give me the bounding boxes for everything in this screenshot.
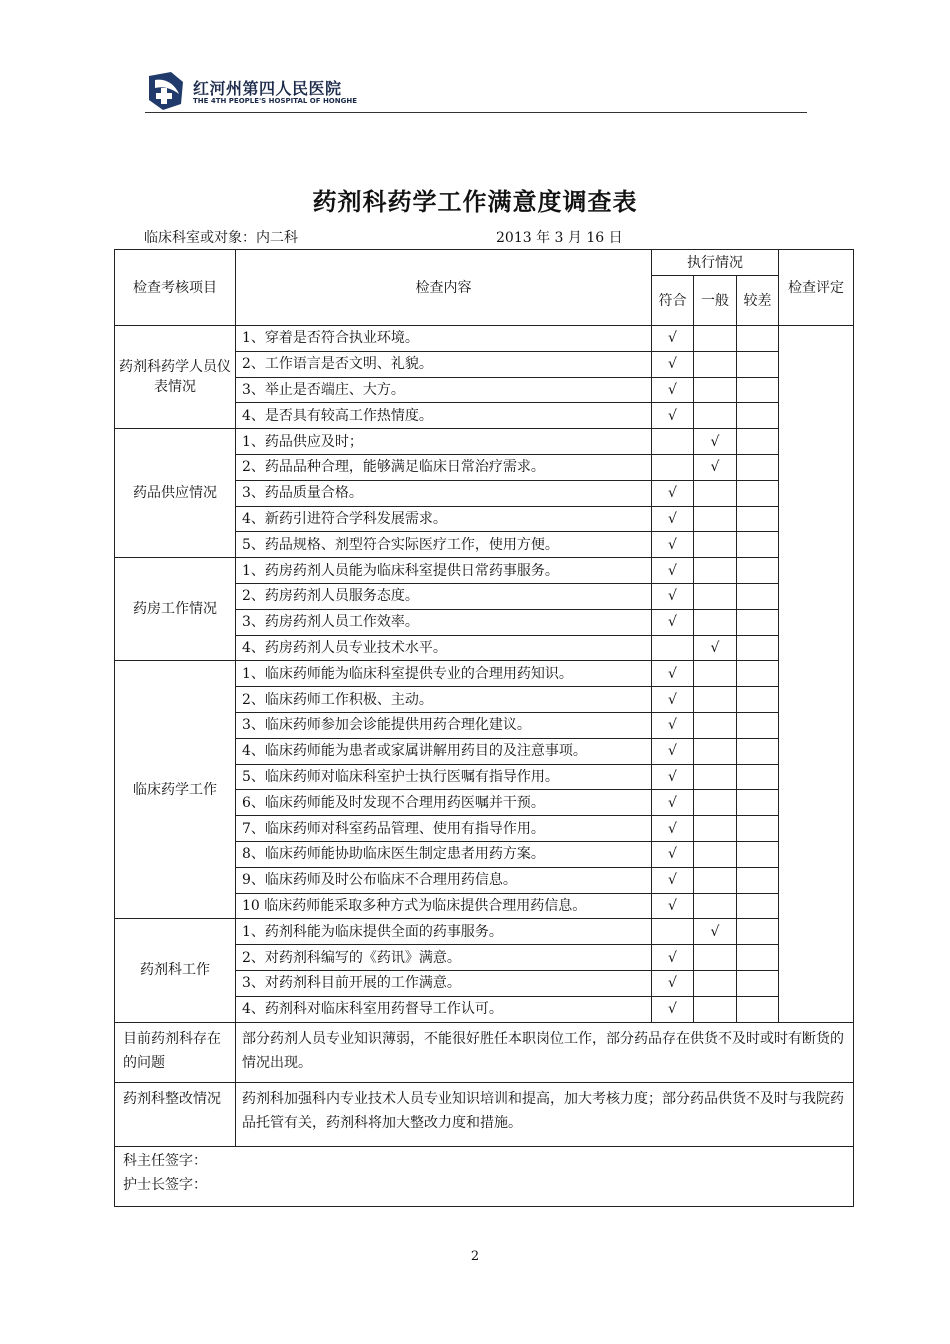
conform-cell: √ <box>652 326 694 352</box>
normal-cell <box>694 893 737 919</box>
poor-cell <box>737 687 779 713</box>
check-content-cell: 4、药房药剂人员专业技术水平。 <box>236 635 652 661</box>
check-content-cell: 2、药房药剂人员服务态度。 <box>236 583 652 609</box>
problems-text: 部分药剂人员专业知识薄弱，不能很好胜任本职岗位工作，部分药品存在供货不及时或时有断货的情况出现。 <box>236 1022 854 1082</box>
normal-cell <box>694 712 737 738</box>
normal-cell: √ <box>694 635 737 661</box>
poor-cell <box>737 609 779 635</box>
normal-cell <box>694 351 737 377</box>
header-execution: 执行情况 <box>652 250 779 276</box>
conform-cell: √ <box>652 790 694 816</box>
poor-cell <box>737 661 779 687</box>
normal-cell: √ <box>694 429 737 455</box>
normal-cell: √ <box>694 919 737 945</box>
conform-cell: √ <box>652 816 694 842</box>
normal-cell <box>694 506 737 532</box>
poor-cell <box>737 996 779 1022</box>
poor-cell <box>737 454 779 480</box>
document-header <box>145 70 807 114</box>
conform-cell: √ <box>652 841 694 867</box>
check-content-cell: 1、药剂科能为临床提供全面的药事服务。 <box>236 919 652 945</box>
check-content-cell: 4、是否具有较高工作热情度。 <box>236 403 652 429</box>
document-title: 药剂科药学工作满意度调查表 <box>312 187 638 216</box>
poor-cell <box>737 712 779 738</box>
poor-cell <box>737 970 779 996</box>
page-number: 2 <box>470 1249 480 1264</box>
conform-cell: √ <box>652 377 694 403</box>
table-row <box>115 558 854 584</box>
conform-cell: √ <box>652 532 694 558</box>
normal-cell <box>694 996 737 1022</box>
poor-cell <box>737 558 779 584</box>
poor-cell <box>737 429 779 455</box>
check-content-cell: 1、药房药剂人员能为临床科室提供日常药事服务。 <box>236 558 652 584</box>
check-content-cell: 2、对药剂科编写的《药讯》满意。 <box>236 945 652 971</box>
normal-cell <box>694 970 737 996</box>
normal-cell <box>694 583 737 609</box>
rectification-text: 药剂科加强科内专业技术人员专业知识培训和提高，加大考核力度；部分药品供货不及时与我院药品托管有关，药剂科将加大整改力度和措施。 <box>236 1082 854 1146</box>
check-content-cell: 3、药房药剂人员工作效率。 <box>236 609 652 635</box>
conform-cell: √ <box>652 558 694 584</box>
poor-cell <box>737 790 779 816</box>
poor-cell <box>737 867 779 893</box>
conform-cell: √ <box>652 893 694 919</box>
signature-cell <box>115 1146 854 1206</box>
check-content-cell: 5、临床药师对临床科室护士执行医嘱有指导作用。 <box>236 764 652 790</box>
poor-cell <box>737 377 779 403</box>
normal-cell: √ <box>694 454 737 480</box>
conform-cell: √ <box>652 403 694 429</box>
category-cell: 药房工作情况 <box>115 558 236 661</box>
poor-cell <box>737 919 779 945</box>
category-cell: 临床药学工作 <box>115 661 236 919</box>
poor-cell <box>737 351 779 377</box>
check-content-cell: 2、临床药师工作积极、主动。 <box>236 687 652 713</box>
normal-cell <box>694 945 737 971</box>
conform-cell <box>652 919 694 945</box>
conform-cell: √ <box>652 661 694 687</box>
hospital-name-en: THE 4TH PEOPLE'S HOSPITAL OF HONGHE <box>193 97 358 105</box>
normal-cell <box>694 480 737 506</box>
normal-cell <box>694 558 737 584</box>
poor-cell <box>737 480 779 506</box>
conform-cell: √ <box>652 687 694 713</box>
normal-cell <box>694 867 737 893</box>
header-check-content: 检查内容 <box>236 250 652 326</box>
header-evaluation: 检查评定 <box>779 250 854 326</box>
conform-cell: √ <box>652 480 694 506</box>
check-content-cell: 4、新药引进符合学科发展需求。 <box>236 506 652 532</box>
check-content-cell: 2、药品品种合理，能够满足临床日常治疗需求。 <box>236 454 652 480</box>
conform-cell: √ <box>652 583 694 609</box>
poor-cell <box>737 764 779 790</box>
check-content-cell: 3、临床药师参加会诊能提供用药合理化建议。 <box>236 712 652 738</box>
conform-cell: √ <box>652 738 694 764</box>
poor-cell <box>737 738 779 764</box>
rectification-row <box>115 1082 854 1146</box>
hospital-name: 红河州第四人民医院 <box>193 79 342 98</box>
problems-label: 目前药剂科存在的问题 <box>115 1022 236 1082</box>
problems-row <box>115 1022 854 1082</box>
date-label: 2013 年 3 月 16 日 <box>496 230 623 246</box>
poor-cell <box>737 893 779 919</box>
category-cell: 药剂科药学人员仪表情况 <box>115 326 236 429</box>
check-content-cell: 3、药品质量合格。 <box>236 480 652 506</box>
conform-cell: √ <box>652 609 694 635</box>
normal-cell <box>694 403 737 429</box>
check-content-cell: 4、药剂科对临床科室用药督导工作认可。 <box>236 996 652 1022</box>
signature-row <box>115 1146 854 1206</box>
poor-cell <box>737 403 779 429</box>
check-content-cell: 10 临床药师能采取多种方式为临床提供合理用药信息。 <box>236 893 652 919</box>
table-row <box>115 661 854 687</box>
check-content-cell: 7、临床药师对科室药品管理、使用有指导作用。 <box>236 816 652 842</box>
check-content-cell: 1、药品供应及时； <box>236 429 652 455</box>
check-content-cell: 6、临床药师能及时发现不合理用药医嘱并干预。 <box>236 790 652 816</box>
conform-cell: √ <box>652 996 694 1022</box>
conform-cell: √ <box>652 351 694 377</box>
normal-cell <box>694 326 737 352</box>
check-content-cell: 8、临床药师能协助临床医生制定患者用药方案。 <box>236 841 652 867</box>
head-nurse-signature-label: 护士长签字： <box>123 1176 207 1193</box>
table-header-row <box>115 250 854 276</box>
header-conform: 符合 <box>652 276 694 326</box>
table-row <box>115 429 854 455</box>
normal-cell <box>694 816 737 842</box>
normal-cell <box>694 764 737 790</box>
department-label: 临床科室或对象：内二科 <box>144 230 298 246</box>
check-content-cell: 1、临床药师能为临床科室提供专业的合理用药知识。 <box>236 661 652 687</box>
header-divider <box>145 112 807 113</box>
poor-cell <box>737 841 779 867</box>
check-content-cell: 4、临床药师能为患者或家属讲解用药目的及注意事项。 <box>236 738 652 764</box>
check-content-cell: 3、对药剂科目前开展的工作满意。 <box>236 970 652 996</box>
poor-cell <box>737 945 779 971</box>
check-content-cell: 5、药品规格、剂型符合实际医疗工作，使用方便。 <box>236 532 652 558</box>
category-cell: 药品供应情况 <box>115 429 236 558</box>
hospital-logo-icon <box>145 70 187 112</box>
conform-cell: √ <box>652 764 694 790</box>
check-content-cell: 2、工作语言是否文明、礼貌。 <box>236 351 652 377</box>
normal-cell <box>694 377 737 403</box>
conform-cell: √ <box>652 970 694 996</box>
check-content-cell: 9、临床药师及时公布临床不合理用药信息。 <box>236 867 652 893</box>
normal-cell <box>694 687 737 713</box>
conform-cell <box>652 454 694 480</box>
check-content-cell: 3、举止是否端庄、大方。 <box>236 377 652 403</box>
poor-cell <box>737 532 779 558</box>
conform-cell: √ <box>652 506 694 532</box>
conform-cell <box>652 635 694 661</box>
conform-cell <box>652 429 694 455</box>
normal-cell <box>694 609 737 635</box>
evaluation-cell <box>779 326 854 1023</box>
normal-cell <box>694 790 737 816</box>
category-cell: 药剂科工作 <box>115 919 236 1022</box>
poor-cell <box>737 506 779 532</box>
normal-cell <box>694 738 737 764</box>
survey-table <box>114 249 854 1207</box>
check-content-cell: 1、穿着是否符合执业环境。 <box>236 326 652 352</box>
header-normal: 一般 <box>694 276 737 326</box>
rectification-label: 药剂科整改情况 <box>115 1082 236 1146</box>
poor-cell <box>737 326 779 352</box>
conform-cell: √ <box>652 945 694 971</box>
normal-cell <box>694 661 737 687</box>
conform-cell: √ <box>652 867 694 893</box>
table-row <box>115 326 854 352</box>
poor-cell <box>737 635 779 661</box>
poor-cell <box>737 583 779 609</box>
conform-cell: √ <box>652 712 694 738</box>
normal-cell <box>694 841 737 867</box>
table-row <box>115 919 854 945</box>
director-signature-label: 科主任签字： <box>123 1152 207 1169</box>
header-poor: 较差 <box>737 276 779 326</box>
header-check-item: 检查考核项目 <box>115 250 236 326</box>
poor-cell <box>737 816 779 842</box>
normal-cell <box>694 532 737 558</box>
